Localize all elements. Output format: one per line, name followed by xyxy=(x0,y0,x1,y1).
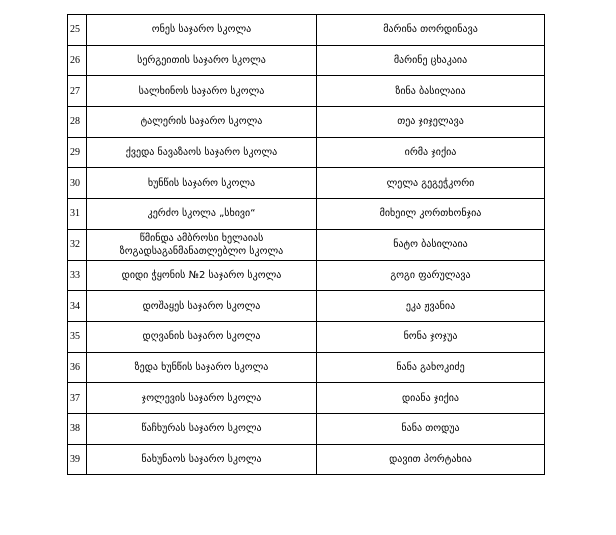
director-name: მიხეილ კორთხონჯია xyxy=(317,199,545,230)
director-name: თეა ჯიჯელავა xyxy=(317,107,545,138)
director-name: ნანა გახოკიძე xyxy=(317,352,545,383)
table-row xyxy=(68,168,545,199)
table-row xyxy=(68,229,545,260)
table-row xyxy=(68,444,545,475)
table-row xyxy=(68,107,545,138)
school-name: ზედა ხუნწის საჯარო სკოლა xyxy=(87,352,317,383)
director-name: ნანა თოდუა xyxy=(317,413,545,444)
row-number: 39 xyxy=(68,444,87,475)
table-row xyxy=(68,137,545,168)
director-name: ირმა ჯიქია xyxy=(317,137,545,168)
row-number: 37 xyxy=(68,383,87,414)
row-number: 29 xyxy=(68,137,87,168)
school-name: ქვედა ნავაზაოს საჯარო სკოლა xyxy=(87,137,317,168)
schools-table-body xyxy=(68,15,545,475)
school-name: დოშაყეს საჯარო სკოლა xyxy=(87,291,317,322)
school-name: ხუნწის საჯარო სკოლა xyxy=(87,168,317,199)
row-number: 26 xyxy=(68,45,87,76)
table-row xyxy=(68,45,545,76)
table-row xyxy=(68,291,545,322)
school-name: კერძო სკოლა „სხივი“ xyxy=(87,199,317,230)
table-row xyxy=(68,383,545,414)
school-name: დიდი ჭყონის №2 საჯარო სკოლა xyxy=(87,260,317,291)
schools-table xyxy=(67,14,545,475)
director-name: ზინა ბასილაია xyxy=(317,76,545,107)
row-number: 27 xyxy=(68,76,87,107)
row-number: 31 xyxy=(68,199,87,230)
school-name: ჯოლევის საჯარო სკოლა xyxy=(87,383,317,414)
row-number: 25 xyxy=(68,15,87,46)
school-name: სალხინოს საჯარო სკოლა xyxy=(87,76,317,107)
row-number: 32 xyxy=(68,229,87,260)
row-number: 35 xyxy=(68,321,87,352)
director-name: ნატო ბასილაია xyxy=(317,229,545,260)
director-name: ნონა ჯოჯუა xyxy=(317,321,545,352)
row-number: 33 xyxy=(68,260,87,291)
table-row xyxy=(68,352,545,383)
director-name: დიანა ჯიქია xyxy=(317,383,545,414)
school-name: წმინდა ამბროსი ხელაიას ზოგადსაგანმანათლებლო სკოლა xyxy=(87,229,317,260)
row-number: 34 xyxy=(68,291,87,322)
director-name: ლელა გეგეჭკორი xyxy=(317,168,545,199)
school-name: დღვანის საჯარო სკოლა xyxy=(87,321,317,352)
director-name: გოგი ფარულავა xyxy=(317,260,545,291)
table-row xyxy=(68,260,545,291)
row-number: 36 xyxy=(68,352,87,383)
table-row xyxy=(68,199,545,230)
table-row xyxy=(68,76,545,107)
row-number: 38 xyxy=(68,413,87,444)
row-number: 28 xyxy=(68,107,87,138)
school-name: ნახუნაოს საჯარო სკოლა xyxy=(87,444,317,475)
table-row xyxy=(68,15,545,46)
director-name: დავით პორტახია xyxy=(317,444,545,475)
row-number: 30 xyxy=(68,168,87,199)
school-name: სერგეითის საჯარო სკოლა xyxy=(87,45,317,76)
director-name: მარინე ცხაკაია xyxy=(317,45,545,76)
school-name: ონეს საჯარო სკოლა xyxy=(87,15,317,46)
school-name: წაჩხურას საჯარო სკოლა xyxy=(87,413,317,444)
director-name: მარინა თორდინავა xyxy=(317,15,545,46)
table-row xyxy=(68,321,545,352)
school-name: ტალერის საჯარო სკოლა xyxy=(87,107,317,138)
table-row xyxy=(68,413,545,444)
director-name: ეკა ჟვანია xyxy=(317,291,545,322)
